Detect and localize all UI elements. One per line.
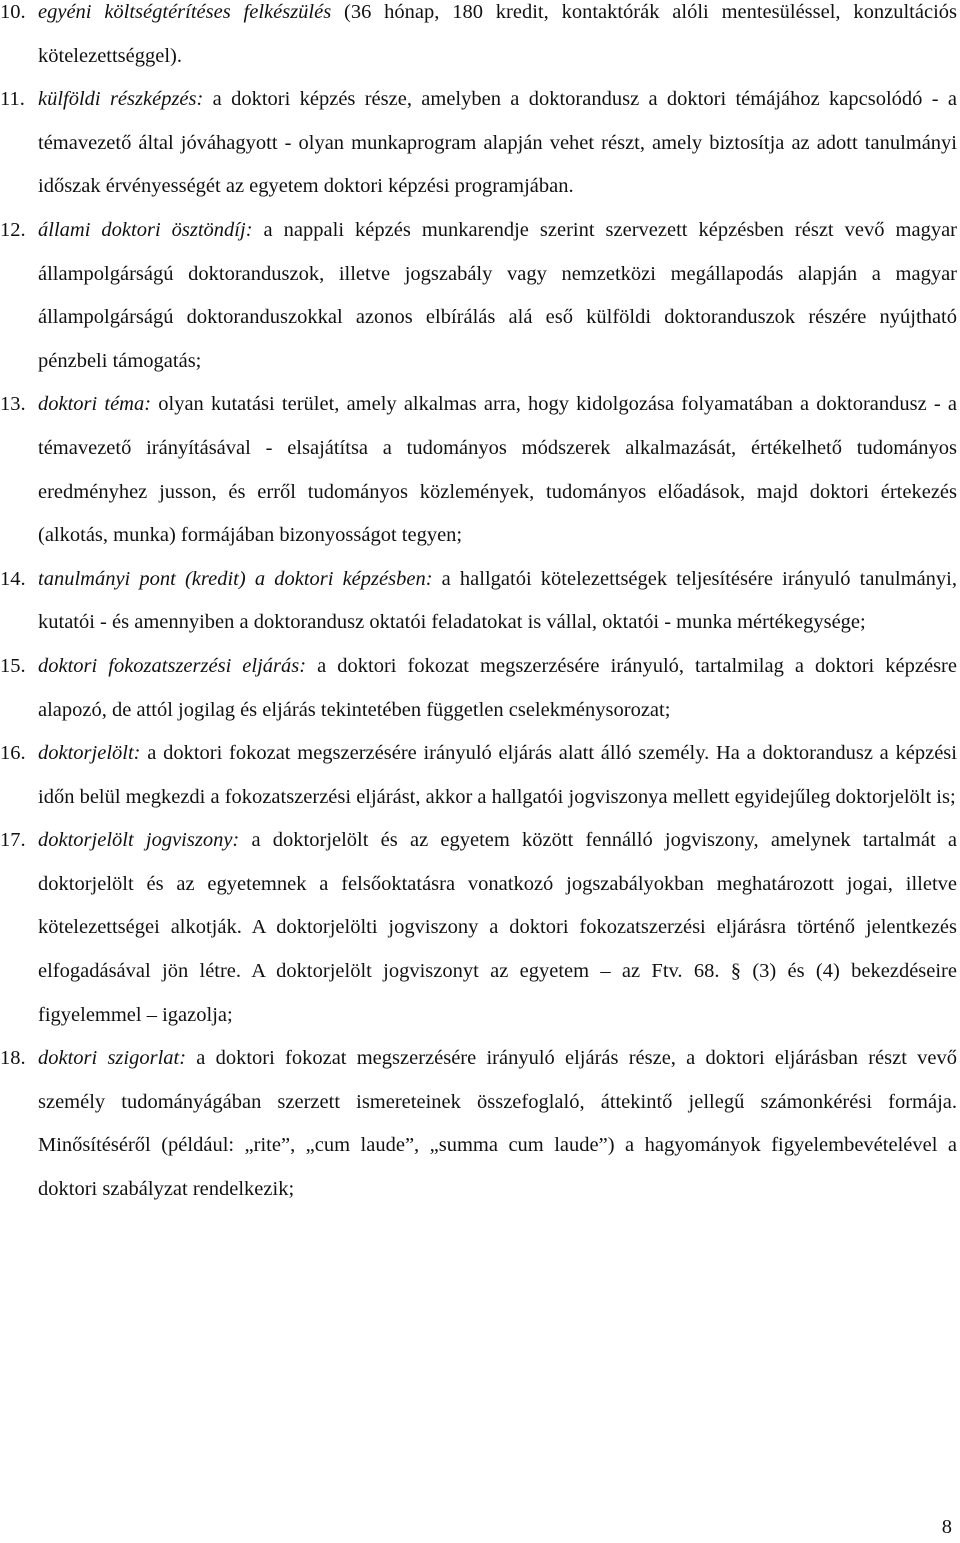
list-item (0, 732, 957, 819)
item-number: 10. (0, 1, 26, 23)
item-number: 14. (0, 567, 26, 590)
list-item (0, 78, 957, 209)
item-number: 12. (0, 218, 26, 241)
item-number: 16. (0, 742, 26, 765)
item-number: 15. (0, 654, 26, 677)
item-term: doktori szigorlat: (38, 1047, 187, 1070)
list-item (0, 645, 957, 732)
list-item (0, 819, 957, 1037)
item-term: doktori fokozatszerzési eljárás: (38, 654, 307, 677)
item-term: doktorjelölt: (38, 742, 141, 765)
item-text: a doktori fokozat megszerzésére irányuló eljárás alatt álló személy. Ha a doktorandusz a képzési időn belül megkezdi a fokozatszerzési eljárást, akkor a hallgatói jogviszonya mellett egyidejűleg doktorjelölt is; (38, 742, 957, 808)
list-item (0, 383, 957, 557)
item-term: állami doktori ösztöndíj: (38, 218, 253, 241)
item-term: doktori téma: (38, 393, 152, 416)
item-number: 13. (0, 393, 26, 416)
list-item (0, 558, 957, 645)
item-text: olyan kutatási terület, amely alkalmas arra, hogy kidolgozása folyamatában a doktorandusz - a témavezető irányításával - elsajátítsa a tudományos módszerek alkalmazását, értékelhető tudományos eredményhez jusson, és erről tudományos közlemények, tudományos előadások, majd doktori értekezés (alkotás, munka) formájában bizonyosságot tegyen; (38, 393, 957, 547)
item-text: (36 hónap, 180 kredit, kontaktórák alóli mentesüléssel, konzultációs kötelezettséggel). (38, 1, 957, 67)
item-text: a doktori fokozat megszerzésére irányuló eljárás része, a doktori eljárásban részt vevő személy tudományágában szerzett ismereteinek összefoglaló, áttekintő jellegű számonkérési formája. Minősítéséről (például: „rite”, „cum laude”, „summa cum laude”) a hagyományok figyelembevételével a doktori szabályzat rendelkezik; (38, 1047, 957, 1201)
item-text: a hallgatói kötelezettségek teljesítésére irányuló tanulmányi, kutatói - és amennyiben a doktorandusz oktatói feladatokat is vállal, oktatói - munka mértékegysége; (38, 567, 957, 634)
item-text: a doktori fokozat megszerzésére irányuló, tartalmilag a doktori képzésre alapozó, de attól jogilag és eljárás tekintetében független cselekménysorozat; (38, 654, 957, 721)
list-item (0, 209, 957, 383)
item-term: külföldi részképzés: (38, 88, 204, 111)
item-number: 17. (0, 829, 26, 852)
page-number: 8 (941, 1516, 952, 1538)
item-text: a doktorjelölt és az egyetem között fennálló jogviszony, amelynek tartalmát a doktorjelölt és az egyetemnek a felsőoktatásra vonatkozó jogszabályokban meghatározott jogai, illetve kötelezettségei alkotják. A doktorjelölti jogviszony a doktori fokozatszerzési eljárásra történő jelentkezés elfogadásával jön létre. A doktorjelölt jogviszonyt az egyetem – az Ftv. 68. § (3) és (4) bekezdéseire figyelemmel – igazolja; (38, 829, 957, 1026)
item-number: 11. (0, 88, 25, 111)
item-text: a nappali képzés munkarendje szerint szervezett képzésben részt vevő magyar állampolgárságú doktoranduszok, illetve jogszabály vagy nemzetközi megállapodás alapján a magyar állampolgárságú doktoranduszokkal azonos elbírálás alá eső külföldi doktoranduszok részére nyújtható pénzbeli támogatás; (38, 218, 957, 372)
list-item (0, 1037, 957, 1211)
item-text: a doktori képzés része, amelyben a doktorandusz a doktori témájához kapcsolódó - a témavezető által jóváhagyott - olyan munkaprogram alapján vehet részt, amely biztosítja az adott tanulmányi időszak érvényességét az egyetem doktori képzési programjában. (38, 88, 957, 198)
item-term: tanulmányi pont (kredit) a doktori képzésben: (38, 567, 433, 590)
list-item (0, 0, 957, 78)
item-term: egyéni költségtérítéses felkészülés (38, 1, 332, 23)
item-number: 18. (0, 1047, 26, 1070)
item-term: doktorjelölt jogviszony: (38, 829, 240, 852)
